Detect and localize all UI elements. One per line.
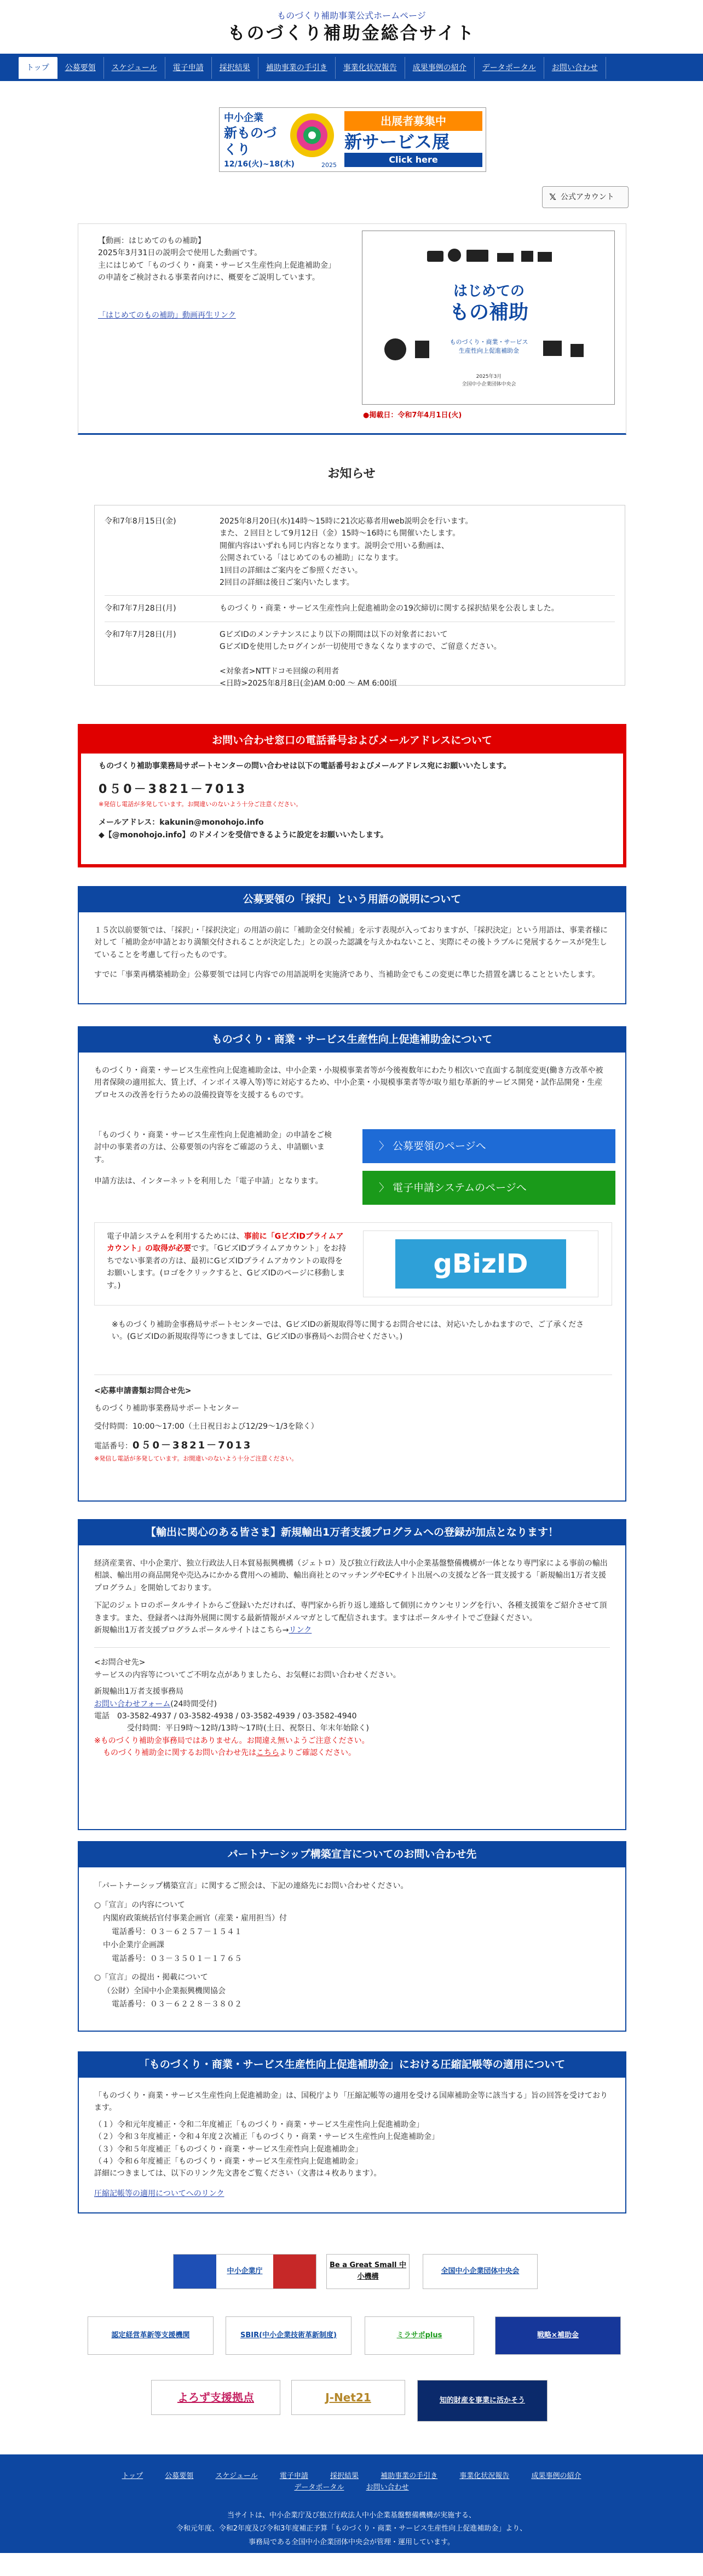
ask-tel-row [94, 1438, 612, 1454]
expo-banner[interactable] [219, 107, 486, 172]
news-heading: お知らせ [327, 467, 376, 481]
compression-p1: 「ものづくり・商業・サービス生産性向上促進補助金」は、国税庁より「圧縮記帳等の適用を受ける国庫補助金等に該当する」旨の回答を受けております。 [94, 2091, 608, 2113]
contact-title: お問い合わせ窓口の電話番号およびメールアドレスについて [81, 727, 623, 754]
export-title: 【輸出に関心のある皆さま】新規輸出1万者支援プログラムへの登録が加点となります！ [78, 1519, 626, 1545]
nav-item-schedule[interactable]: スケジュール [104, 57, 165, 79]
logo-strategy-subsidy[interactable]: 戦略×補助金 [495, 2316, 621, 2355]
ask-tel-label: 電話番号： [94, 1442, 132, 1451]
partnership-title: パートナーシップ構築宣言についてのお問い合わせ先 [78, 1841, 626, 1867]
svg-text:2025年3月: 2025年3月 [476, 374, 502, 380]
compression-link[interactable]: 圧縮記帳等の適用についてへのリンク [94, 2189, 224, 2198]
contact-tel: 0５0－3821－7013 [99, 783, 247, 797]
compression-l4: （４）令和６年度補正「ものづくり・商業・サービス生産性向上促進補助金」 [94, 2157, 362, 2166]
about-p1: ものづくり・商業・サービス生産性向上促進補助金は、中小企業・小規模事業者等が今後複数年にわたり相次いで直面する制度変更(働き方改革や被用者保険の適用拡大、賃上げ、インボイス導入等)等に対応するため、中小企業・小規模事業者等が取り組む革新的サービス開発・試作品開発・生産プロセスの改善を行うための設備投資等を支援するものです。 [94, 1066, 603, 1100]
export-p1: 経済産業省、中小企業庁、独立行政法人日本貿易振興機構（ジェトロ）及び独立行政法人中小企業基盤整備機構が一体となり専門家による事前の輸出相談、輸出用の商品開発や売込みにかかる費用への補助、輸出商社とのマッチングやECサイト出展への支援など各一貫支援する「新規輸出1万者支援プログラム」を開始しております。 [94, 1559, 608, 1592]
compression-p2: 詳細につきましては、以下のリンク先文書をご覧ください（文書は４枚あります）。 [94, 2169, 382, 2178]
export-c8b: よりご確認ください。 [279, 1749, 356, 1758]
video-section [78, 223, 626, 435]
export-c7: ※ものづくり補助金事務局ではありません。お間違え無いようご注意ください。 [94, 1736, 370, 1745]
site-subtitle: ものづくり補助事業公式ホームページ [277, 10, 426, 21]
footer-info [0, 2509, 703, 2550]
terms-section [78, 886, 626, 1004]
x-account-link[interactable] [542, 186, 629, 208]
news-list [94, 505, 625, 686]
contact-mail: メールアドレス：kakunin@monohojo.info [99, 818, 264, 827]
terms-p1: １５次以前要領では、「採択」・「採択決定」の用語の前に「補助金交付候補」を示す表現が入っておりますが、「採択決定」という用語は、事業者様に対して「補助金が申請とおり満額交付されることが決定した」との誤った認識を与えかねないこと、実際にその後トラブルに発展するケースが発生していることを考慮して行ったものです。 [94, 926, 608, 959]
ask-tel: 0５0－3821－7013 [132, 1440, 252, 1452]
nav-item-data-portal[interactable]: データポータル [475, 57, 544, 79]
gbiz-note: ※ものづくり補助金事務局サポートセンターでは、GビズIDの新規取得等に関するお問合せには、対応いたしかねますので、ご了承ください。(GビズIDの新規取得等につきましては、GビズIDの事務局へお問合せください。) [112, 1320, 584, 1342]
gbiz-text-c: です。「GビズIDプライムアカウント」をお持ちでない事業者の方は、最初にGビズIDプライムアカウントの取得をお願いします。(ロゴをクリックすると、GビズIDのページに移動します。) [107, 1244, 347, 1290]
export-c6: 受付時間：平日9時～12時/13時～17時(土日、祝祭日、年末年始除く) [127, 1724, 369, 1733]
export-inquiry-form-link[interactable]: お問い合わせフォーム [94, 1699, 171, 1709]
nav-underline [0, 79, 703, 81]
nav-item-top[interactable]: トップ [19, 57, 57, 79]
banner-graphic [283, 108, 341, 171]
banner-year: 2025 [321, 162, 337, 169]
logo-jnet21[interactable]: J-Net21 [291, 2380, 405, 2415]
svg-text:全国中小企業団体中央会: 全国中小企業団体中央会 [462, 382, 516, 387]
compression-l3: （３）令和５年度補正「ものづくり・商業・サービス生産性向上促進補助金」 [94, 2144, 362, 2154]
footer-link-handbook[interactable]: 補助事業の手引き [381, 2472, 438, 2480]
export-portal-link[interactable]: リンク [289, 1625, 312, 1635]
partner-l7: ○「宣言」の提出・掲載について [94, 1973, 208, 1982]
footer-link-cases[interactable]: 成果事例の紹介 [531, 2472, 581, 2480]
gear-circle-icon [283, 108, 341, 171]
footer-info3: 事務局である全国中小企業団体中央会が管理・運用しています。 [249, 2538, 454, 2546]
banner-line1: 中小企業 [224, 112, 263, 124]
export-c4b: (24時間受付) [170, 1699, 217, 1709]
news-item [105, 622, 615, 697]
footer-links [0, 2454, 703, 2494]
news-item [105, 596, 615, 622]
about-p3: 申請方法は、インターネットを利用した「電子申請」となります。 [94, 1177, 323, 1186]
news-body: GビズIDのメンテナンスにより以下の期間は以下の対象者において GビズIDを使用したログインが一切使用できなくなりますので、ご留意ください。 <対象者>NTTドコモ回線の利用者 <日時>2025年8月8日(金)AM 0:00 ～ AM 6:00頃 [220, 630, 502, 688]
export-section [78, 1519, 626, 1830]
compression-section [78, 2051, 626, 2213]
gbiz-text-b: 事前に「GビズIDプライムアカウント」の取得が必要 [107, 1232, 344, 1254]
export-p3-text: 新規輸出1万者支援プログラムポータルサイトはこちら→ [94, 1625, 289, 1635]
footer-copyright: Copyright (C) 2020 全国中小企業団体中央会 All Rights Reserved. [240, 2566, 463, 2574]
partner-logos [0, 2245, 703, 2454]
footer-link-schedule[interactable]: スケジュール [215, 2472, 258, 2480]
export-c5: 電話 03-3582-4937 / 03-3582-4938 / 03-3582-4939 / 03-3582-4940 [94, 1711, 357, 1721]
footer-link-top[interactable]: トップ [122, 2472, 143, 2480]
application-contact [94, 1375, 612, 1464]
export-c3: 新規輸出1万者支援事務局 [94, 1687, 183, 1697]
x-account-label: 公式アカウント [560, 192, 614, 202]
banner-dates: 12/16(火)~18(木) [224, 159, 295, 169]
e-application-button[interactable] [362, 1171, 615, 1205]
partner-l6: 電話番号：０３－３５０１－１７６５ [112, 1954, 242, 1963]
logo-certified-support[interactable]: 認定経営革新等支援機関 [88, 2316, 214, 2355]
footer-link-data-portal[interactable]: データポータル [294, 2483, 344, 2492]
guidelines-button-label: 公募要領のページへ [393, 1140, 486, 1152]
partner-l8: （公財）全国中小企業振興機関協会 [103, 1986, 226, 1996]
news-date: 令和7年7月28日(月) [105, 604, 176, 613]
thumb-title2: もの補助 [449, 301, 529, 324]
about-p2: 「ものづくり・商業・サービス生産性向上促進補助金」の申請をご検討中の事業者の方は、公募要領の内容をご確認のうえ、申請願います。 [94, 1131, 332, 1164]
export-c4-row [94, 1698, 610, 1710]
partner-l1: 「パートナーシップ構築宣言」に関するご照会は、下記の連絡先にお問い合わせください。 [94, 1882, 408, 1890]
chevron-right-icon: 〉 [379, 1140, 393, 1152]
chevron-right-icon: 〉 [379, 1182, 393, 1194]
logo-chuokai[interactable]: 全国中小企業団体中央会 [423, 2254, 538, 2289]
terms-p2: すでに「事業再構築補助金」公募要領では同じ内容での用語説明を実施済であり、当補助金でもこの変更に準じた措置を講じることといたします。 [94, 970, 600, 980]
nav-item-cases[interactable]: 成果事例の紹介 [405, 57, 475, 79]
news-date: 令和7年8月15日(金) [105, 517, 176, 526]
gbiz-logo: gBizID [395, 1239, 566, 1289]
main-nav [0, 54, 703, 79]
ask-note: ※発信し電話が多発しています。お間違いのないよう十分ご注意ください。 [94, 1454, 298, 1462]
partner-l3: 内閣府政策統括官付事業企画官（産業・雇用担当）付 [103, 1914, 287, 1923]
about-title: ものづくり・商業・サービス生産性向上促進補助金について [78, 1026, 626, 1053]
compression-title: 「ものづくり・商業・サービス生産性向上促進補助金」における圧縮記帳等の適用について [78, 2051, 626, 2078]
news-body: 2025年8月20日(水)14時～15時に21次応募者用web説明会を行います。 また、２回目として9月12日（金）15時～16時にも開催いたします。 開催内容はいずれも同じ内容となります。説明会で用いる動画は、 公開されている「はじめてのもの補助」になります。 1回目の詳細はご案内をご参照ください。 2回目の詳細は後日ご案内いたします。 [220, 517, 473, 587]
contact-tel-note: ※発信し電話が多発しています。お間違いのないよう十分ご注意ください。 [99, 800, 302, 808]
export-p3 [94, 1624, 610, 1636]
footer-link-guidelines[interactable]: 公募要領 [165, 2472, 194, 2480]
logo-smrj[interactable]: Be a Great Small 中小機構 [326, 2254, 410, 2289]
e-application-button-label: 電子申請システムのページへ [393, 1182, 527, 1194]
export-c8: ものづくり補助金に関するお問い合わせ先は [103, 1749, 256, 1758]
partner-l5: 中小企業庁企画課 [103, 1941, 164, 1950]
export-p2: 下記のジェトロのポータルサイトからご登録いただければ、専門家から折り返し連絡して個別にカウンセリングを行い、各種支援策をご紹介させて頂きます。また、登録者へは海外展開に関する最新情報がメルマガとして配信されます。ますはポータルサイトでご登録ください。 [94, 1601, 607, 1623]
news-item [105, 509, 615, 596]
export-here-link[interactable]: こちら [256, 1749, 279, 1758]
footer-link-report[interactable]: 事業化状況報告 [459, 2472, 510, 2480]
thumb-title1: はじめての [453, 283, 525, 300]
nav-item-results[interactable]: 採択結果 [212, 57, 258, 79]
partner-l9: 電話番号：０３－６２２８－３８０２ [112, 2000, 242, 2009]
footer-link-results[interactable]: 採択結果 [330, 2472, 359, 2480]
contact-mail-note: ◆【@monohojo.info】のドメインを受信できるように設定をお願いいたします。 [99, 830, 388, 840]
gbiz-text [107, 1231, 348, 1292]
logo-yorozu[interactable]: よろず支援拠点 [151, 2380, 280, 2415]
footer-link-contact[interactable]: お問い合わせ [366, 2483, 409, 2492]
logo-sme-agency[interactable]: 中小企業庁 [173, 2254, 316, 2289]
export-c8-row [94, 1747, 610, 1759]
video-thumbnail[interactable] [362, 231, 615, 405]
export-contact [94, 1647, 610, 1759]
x-logo-icon: 𝕏 [549, 192, 556, 203]
compression-l2: （２）令和３年度補正・令和４年度２次補正「ものづくり・商業・サービス生産性向上促進補助金」 [94, 2132, 439, 2142]
guidelines-button[interactable] [362, 1129, 615, 1163]
nav-item-handbook[interactable]: 補助事業の手引き [258, 57, 336, 79]
svg-text:生産性向上促進補助金: 生産性向上促進補助金 [459, 347, 519, 354]
tools-icon [427, 249, 552, 262]
banner-click[interactable]: Click here [344, 153, 482, 167]
footer-info2: 令和元年度、令和2年度及び令和3年度補正予算「ものづくり・商業・サービス生産性向上促進補助金」より、 [176, 2525, 527, 2533]
site-header [0, 0, 703, 54]
nav-item-contact[interactable]: お問い合わせ [544, 57, 606, 79]
partner-l4: 電話番号：０３－６２５７－１５４１ [112, 1927, 242, 1936]
contact-notice [78, 724, 626, 867]
banner-pill: 出展者募集中 [344, 111, 482, 131]
logo-mirasapo[interactable]: ミラサポplus [365, 2316, 474, 2355]
terms-title: 公募要領の「採択」という用語の説明について [78, 886, 626, 912]
nav-item-report[interactable]: 事業化状況報告 [336, 57, 405, 79]
ask-title: <応募申請書類お問合せ先> [94, 1387, 192, 1395]
video-published: ●掲載日：令和7年4月1日(火) [363, 411, 462, 419]
news-date: 令和7年7月28日(月) [105, 630, 176, 639]
footer-info1: 当サイトは、中小企業庁及び独立行政法人中小企業基盤整備機構が実施する、 [227, 2511, 476, 2520]
svg-text:ものづくり・商業・サービス: ものづくり・商業・サービス [450, 338, 528, 346]
partnership-section [78, 1841, 626, 2032]
video-text: 【動画：はじめてのもの補助】 2025年3月31日の説明会で使用した動画です。 主にはじめて「ものづくり・商業・サービス生産性向上促進補助金」の申請をご検討される事業者向けに、概要をご説明しています。 [98, 237, 332, 283]
logo-sbir[interactable]: SBIR(中小企業技術革新制度) [226, 2316, 352, 2355]
ask-hours: 受付時間：10:00～17:00（土日祝日および12/29～1/3を除く） [94, 1422, 319, 1431]
nav-item-e-application[interactable]: 電子申請 [165, 57, 212, 79]
logo-ip[interactable]: 知的財産を事業に活かそう [417, 2380, 548, 2422]
site-footer [0, 2454, 703, 2574]
banner-line4: 新サービス展 [344, 131, 450, 152]
contact-lead: ものづくり補助事業務局サポートセンターの問い合わせは以下の電話番号およびメールアドレス宛にお願いいたします。 [99, 762, 511, 771]
footer-link-e-application[interactable]: 電子申請 [279, 2472, 308, 2480]
news-body: ものづくり・商業・サービス生産性向上促進補助金の19次締切に関する採択結果を公表しました。 [220, 604, 559, 613]
gbiz-box [94, 1222, 612, 1306]
about-section [78, 1026, 626, 1502]
partner-l2: ○「宣言」の内容について [94, 1900, 185, 1910]
site-title: ものづくり補助金総合サイト [227, 22, 476, 44]
compression-l1: （１）令和元年度補正・令和二年度補正「ものづくり・商業・サービス生産性向上促進補助金」 [94, 2120, 424, 2129]
export-c2: サービスの内容等についてご不明な点がありましたら、お気軽にお問い合わせください。 [94, 1670, 401, 1680]
ask-org: ものづくり補助事業務局サポートセンター [94, 1404, 240, 1413]
video-link[interactable]: 「はじめてのもの補助」動画再生リンク [98, 311, 236, 320]
gbiz-text-a: 電子申請システムを利用するためには、 [107, 1232, 244, 1241]
banner-line2: 新ものづくり [224, 125, 276, 157]
export-c1: <お問合せ先> [94, 1658, 146, 1668]
gbiz-logo-link[interactable] [363, 1231, 598, 1297]
nav-item-guidelines[interactable]: 公募要領 [57, 57, 104, 79]
